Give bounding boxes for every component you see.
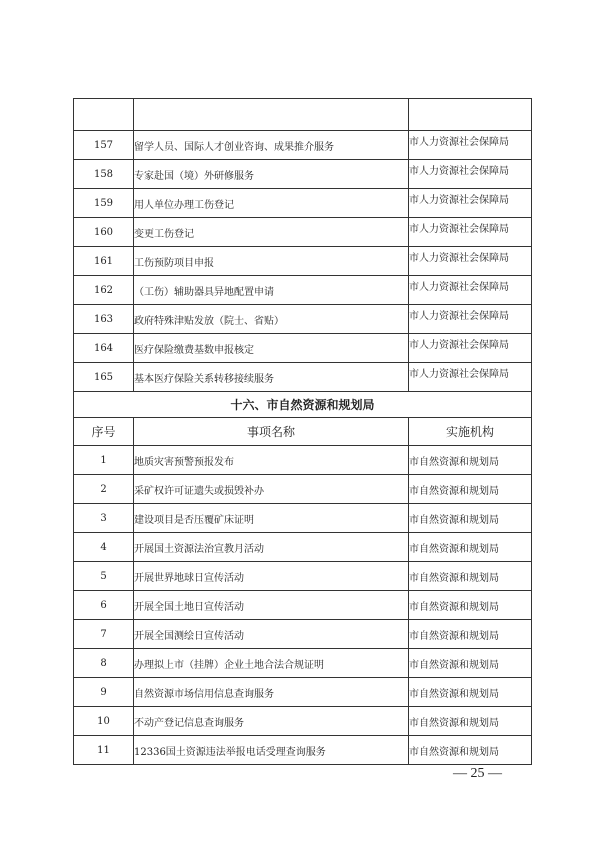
implementing-agency: 市自然资源和规划局 xyxy=(409,446,532,475)
implementing-agency: 市人力资源社会保障局 xyxy=(409,247,532,276)
table-row xyxy=(74,446,532,475)
implementing-agency: 市自然资源和规划局 xyxy=(409,678,532,707)
item-name: 用人单位办理工伤登记 xyxy=(134,189,409,218)
row-number: 3 xyxy=(74,504,134,533)
item-name: 开展全国测绘日宣传活动 xyxy=(134,620,409,649)
section-heading-row xyxy=(74,392,532,418)
implementing-agency: 市自然资源和规划局 xyxy=(409,562,532,591)
item-name: 采矿权许可证遗失或损毁补办 xyxy=(134,475,409,504)
table-row xyxy=(74,218,532,247)
items-table xyxy=(73,98,532,765)
item-name: 办理拟上市（挂牌）企业土地合法合规证明 xyxy=(134,649,409,678)
page-number: — 25 — xyxy=(453,766,502,781)
row-number: 5 xyxy=(74,562,134,591)
row-number: 162 xyxy=(74,276,134,305)
implementing-agency: 市自然资源和规划局 xyxy=(409,707,532,736)
row-number: 11 xyxy=(74,736,134,765)
table-row xyxy=(74,363,532,392)
row-number: 158 xyxy=(74,160,134,189)
implementing-agency: 市人力资源社会保障局 xyxy=(409,363,532,392)
table-row xyxy=(74,160,532,189)
table-row xyxy=(74,305,532,334)
table-row xyxy=(74,131,532,160)
implementing-agency: 市人力资源社会保障局 xyxy=(409,276,532,305)
item-name: 开展全国土地日宣传活动 xyxy=(134,591,409,620)
table-row xyxy=(74,678,532,707)
implementing-agency: 市自然资源和规划局 xyxy=(409,533,532,562)
implementing-agency: 市人力资源社会保障局 xyxy=(409,305,532,334)
table-row xyxy=(74,334,532,363)
table-row xyxy=(74,189,532,218)
item-name: （工伤）辅助器具异地配置申请 xyxy=(134,276,409,305)
item-name: 政府特殊津贴发放（院士、省贴） xyxy=(134,305,409,334)
item-name: 开展世界地球日宣传活动 xyxy=(134,562,409,591)
row-number: 164 xyxy=(74,334,134,363)
row-number: 8 xyxy=(74,649,134,678)
implementing-agency: 市自然资源和规划局 xyxy=(409,591,532,620)
row-number: 9 xyxy=(74,678,134,707)
item-name: 专家赴国（境）外研修服务 xyxy=(134,160,409,189)
row-number: 165 xyxy=(74,363,134,392)
header-no: 序号 xyxy=(74,418,134,446)
row-number: 159 xyxy=(74,189,134,218)
row-number: 7 xyxy=(74,620,134,649)
table-row xyxy=(74,504,532,533)
item-name: 地质灾害预警预报发布 xyxy=(134,446,409,475)
row-number: 1 xyxy=(74,446,134,475)
implementing-agency: 市人力资源社会保障局 xyxy=(409,189,532,218)
row-number: 163 xyxy=(74,305,134,334)
row-number: 6 xyxy=(74,591,134,620)
implementing-agency: 市人力资源社会保障局 xyxy=(409,131,532,160)
table-row xyxy=(74,533,532,562)
table-header-row xyxy=(74,418,532,446)
row-number: 161 xyxy=(74,247,134,276)
section-title: 十六、市自然资源和规划局 xyxy=(74,392,532,418)
table-row xyxy=(74,620,532,649)
item-name: 不动产登记信息查询服务 xyxy=(134,707,409,736)
item-name: 基本医疗保险关系转移接续服务 xyxy=(134,363,409,392)
row-number: 160 xyxy=(74,218,134,247)
header-name: 事项名称 xyxy=(134,418,409,446)
table-row xyxy=(74,736,532,765)
row-number: 2 xyxy=(74,475,134,504)
item-name: 自然资源市场信用信息查询服务 xyxy=(134,678,409,707)
table-row xyxy=(74,247,532,276)
table-row xyxy=(74,276,532,305)
table-row xyxy=(74,591,532,620)
item-name: 12336国土资源违法举报电话受理查询服务 xyxy=(134,736,409,765)
implementing-agency: 市人力资源社会保障局 xyxy=(409,334,532,363)
row-number: 157 xyxy=(74,131,134,160)
table-top-blank-row xyxy=(74,99,532,131)
item-name: 建设项目是否压覆矿床证明 xyxy=(134,504,409,533)
implementing-agency: 市人力资源社会保障局 xyxy=(409,160,532,189)
table-row xyxy=(74,707,532,736)
item-name: 变更工伤登记 xyxy=(134,218,409,247)
implementing-agency: 市自然资源和规划局 xyxy=(409,475,532,504)
header-org: 实施机构 xyxy=(409,418,532,446)
implementing-agency: 市自然资源和规划局 xyxy=(409,736,532,765)
table-row xyxy=(74,562,532,591)
implementing-agency: 市自然资源和规划局 xyxy=(409,504,532,533)
table-row xyxy=(74,649,532,678)
item-name: 医疗保险缴费基数申报核定 xyxy=(134,334,409,363)
implementing-agency: 市人力资源社会保障局 xyxy=(409,218,532,247)
table-row xyxy=(74,475,532,504)
item-name: 工伤预防项目申报 xyxy=(134,247,409,276)
item-name: 开展国土资源法治宣教月活动 xyxy=(134,533,409,562)
item-name: 留学人员、国际人才创业咨询、成果推介服务 xyxy=(134,131,409,160)
implementing-agency: 市自然资源和规划局 xyxy=(409,649,532,678)
row-number: 4 xyxy=(74,533,134,562)
row-number: 10 xyxy=(74,707,134,736)
implementing-agency: 市自然资源和规划局 xyxy=(409,620,532,649)
